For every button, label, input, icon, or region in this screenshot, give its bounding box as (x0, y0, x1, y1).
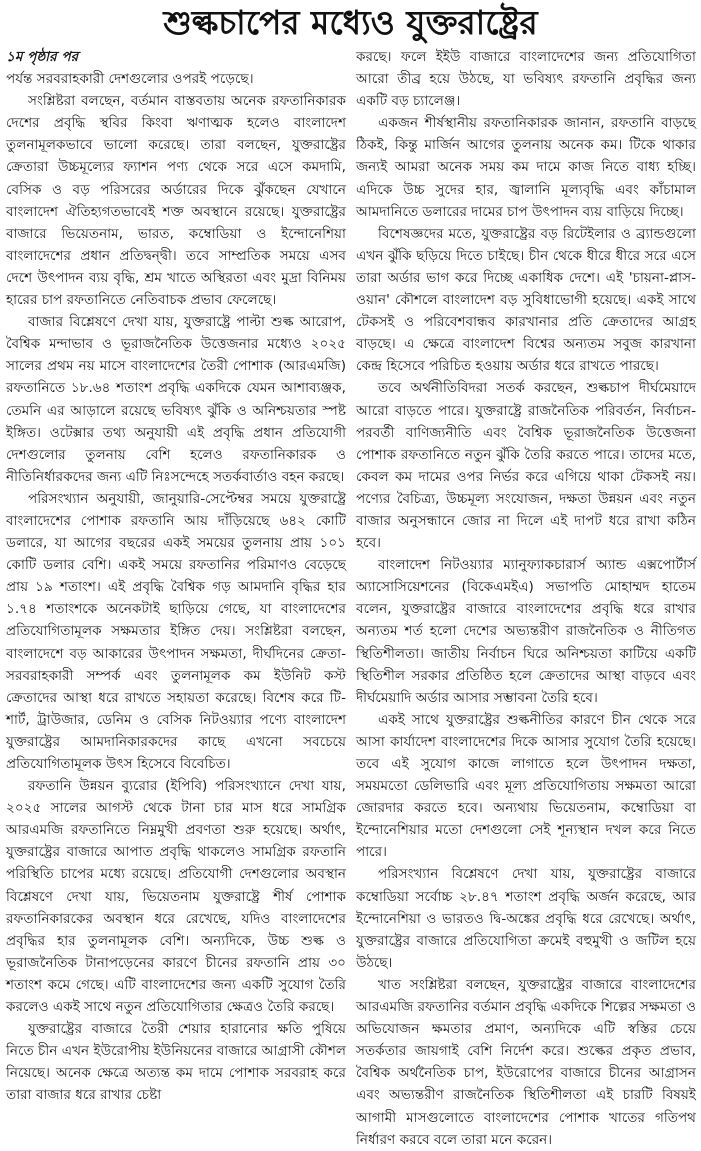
paragraph: একই সাথে যুক্তরাষ্ট্রের শুল্কনীতির কারণে চীন থেকে সরে আসা কার্যাদেশ বাংলাদেশের দিকে আসার সুযোগ তৈরি হয়েছে। তবে এই সুযোগ কাজে লাগাতে হলে উৎপাদন দক্ষতা, সময়মতো ডেলিভারি এবং মূল্য প্রতিযোগিতায় সক্ষমতা আরো জোরদার করতে হবে। অন্যথায় ভিয়েতনাম, কম্বোডিয়া বা ইন্দোনেশিয়ার মতো দেশগুলো সেই শূন্যস্থান দখল করে নিতে পারে। (356, 711, 696, 861)
paragraph: তবে অর্থনীতিবিদরা সতর্ক করছেন, শুল্কচাপ দীর্ঘমেয়াদে আরো বাড়তে পারে। যুক্তরাষ্ট্রে রাজনৈতিক পরিবর্তন, নির্বাচন-পরবর্তী বাণিজ্যনীতি এবং বৈশ্বিক ভূরাজনৈতিক উত্তেজনা পোশাক রফতানিতে নতুন ঝুঁকি তৈরি করতে পারে। তাদের মতে, কেবল কম দামের ওপর নির্ভর করে এগিয়ে থাকা টেকসই নয়। পণ্যের বৈচিত্র্য, উচ্চমূল্য সংযোজন, দক্ষতা উন্নয়ন এবং নতুন বাজার অনুসন্ধানে জোর না দিলে এই দাপট ধরে রাখা কঠিন হবে। (356, 380, 696, 552)
article-headline: শুল্কচাপের মধ্যেও যুক্তরাষ্ট্রের (163, 3, 538, 42)
paragraph: করছে। ফলে ইইউ বাজারে বাংলাদেশের জন্য প্রতিযোগিতা আরো তীব্র হয়ে উঠছে, যা ভবিষ্যৎ রফতানি প্রবৃদ্ধির জন্য একটি বড় চ্যালেঞ্জ। (356, 49, 696, 110)
paragraph: যুক্তরাষ্ট্রের বাজারে তৈরী শেয়ার হারানোর ক্ষতি পুষিয়ে নিতে চীন এখন ইউরোপীয় ইউনিয়নের বাজারে আগ্রাসী কৌশল নিয়েছে। অনেক ক্ষেত্রে অত্যন্ত কম দামে পোশাক সরবরাহ করে তারা বাজার ধরে রাখার চেষ্টা (6, 1021, 346, 1104)
paragraph: একজন শীর্ষস্থানীয় রফতানিকারক জানান, রফতানি বাড়ছে ঠিকই, কিন্তু মার্জিন আগের তুলনায় অনেক কম। টিকে থাকার জন্যই আমরা অনেক সময় কম দামে কাজ নিতে বাধ্য হচ্ছি। এদিকে উচ্চ সুদের হার, জ্বালানি মূল্যবৃদ্ধি এবং কাঁচামাল আমদানিতে ডলারের দামের চাপ উৎপাদন ব্যয় বাড়িয়ে দিচ্ছে। (356, 115, 696, 220)
paragraph: পরিসংখ্যান অনুযায়ী, জানুয়ারি-সেপ্টেম্বর সময়ে যুক্তরাষ্ট্রে বাংলাদেশের পোশাক রফতানি আয় দাঁড়িয়েছে ৬৪২ কোটি ডলারে, যা আগের বছরের একই সময়ের তুলনায় প্রায় ১০১ কোটি ডলার বেশি। একই সময়ে রফতানির পরিমাণও বেড়েছে প্রায় ১৯ শতাংশ। এই প্রবৃদ্ধি বৈশ্বিক গড় আমদানি বৃদ্ধির হার ১.৭৪ শতাংশকে অনেকটাই ছাড়িয়ে গেছে, যা বাংলাদেশের প্রতিযোগিতামূলক সক্ষমতার ইঙ্গিত দেয়। সংশ্লিষ্টরা বলছেন, বাংলাদেশে বড় আকারের উৎপাদন সক্ষমতা, দীর্ঘদিনের ক্রেতা-সরবরাহকারী সম্পর্ক এবং তুলনামূলক কম ইউনিট কস্ট ক্রেতাদের আস্থা ধরে রাখতে সহায়তা করেছে। বিশেষ করে টি-শার্ট, ট্রাউজার, ডেনিম ও বেসিক নিটওয়্যার পণ্যে বাংলাদেশ যুক্তরাষ্ট্রের আমদানিকারকদের কাছে এখনো সবচেয়ে প্রতিযোগিতামূলক উৎস হিসেবে বিবেচিত। (6, 490, 346, 772)
paragraph: পর্যন্ত সরবরাহকারী দেশগুলোর ওপরই পড়েছে। (6, 71, 254, 88)
paragraph: সংশ্লিষ্টরা বলছেন, বর্তমান বাস্তবতায় অনেক রফতানিকারক দেশের প্রবৃদ্ধি স্থবির কিংবা ঋণাত্মক হলেও বাংলাদেশ তুলনামূলকভাবে ভালো করেছে। তারা বলছেন, যুক্তরাষ্ট্রের ক্রেতারা উচ্চমূল্যের ফ্যাশন পণ্য থেকে সরে এসে কমদামি, বেসিক ও বড় পরিসরের অর্ডারের দিকে ঝুঁকছেন যেখানে বাংলাদেশ ঐতিহ্যগতভাবেই শক্ত অবস্থানে রয়েছে। যুক্তরাষ্ট্রের বাজারে ভিয়েতনাম, ভারত, কম্বোডিয়া ও ইন্দোনেশিয়া বাংলাদেশের প্রধান প্রতিদ্বন্দ্বী। তবে সাম্প্রতিক সময়ে এসব দেশে উৎপাদন ব্যয় বৃদ্ধি, শ্রম খাতে অস্থিরতা এবং মুদ্রা বিনিময় হারের চাপ রফতানিতে নেতিবাচক প্রভাব ফেলেছে। (6, 93, 346, 309)
paragraph: খাত সংশ্লিষ্টরা বলছেন, যুক্তরাষ্ট্রের বাজারে বাংলাদেশের আরএমজি রফতানির বর্তমান প্রবৃদ্ধি একদিকে শিল্পের সক্ষমতা ও অভিযোজন ক্ষমতার প্রমাণ, অন্যদিকে এটি স্বস্তির চেয়ে সতর্কতার জায়গাই বেশি নির্দেশ করে। শুল্কের প্রকৃত প্রভাব, বৈশ্বিক অর্থনৈতিক চাপ, ইউরোপের বাজারে চীনের আগ্রাসন এবং অভ্যন্তরীণ রাজনৈতিক স্থিতিশীলতা এই চারটি বিষয়ই আগামী মাসগুলোতে বাংলাদেশের পোশাক খাতের গতিপথ নির্ধারণ করবে বলে তারা মনে করেন। (356, 976, 696, 1148)
paragraph: রফতানি উন্নয়ন ব্যুরোর (ইপিবি) পরিসংখ্যানে দেখা যায়, ২০২৫ সালের আগস্ট থেকে টানা চার মাস ধরে সামগ্রিক আরএমজি রফতানিতে নিম্নমুখী প্রবণতা শুরু হয়েছে। অর্থাৎ, যুক্তরাষ্ট্রের বাজারে আপাত প্রবৃদ্ধি থাকলেও সামগ্রিক রফতানি পরিস্থিতি চাপের মধ্যে রয়েছে। প্রতিযোগী দেশগুলোর অবস্থান বিশ্লেষণে দেখা যায়, ভিয়েতনাম যুক্তরাষ্ট্রে শীর্ষ পোশাক রফতানিকারকের অবস্থান ধরে রেখেছে, যদিও বাংলাদেশের প্রবৃদ্ধির হার তুলনামূলক বেশি। অন্যদিকে, উচ্চ শুল্ক ও ভূরাজনৈতিক টানাপড়েনের কারণে চীনের রফতানি প্রায় ৩০ শতাংশ কমে গেছে। এটি বাংলাদেশের জন্য একটি সুযোগ তৈরি করলেও একই সাথে নতুন প্রতিযোগিতার ক্ষেত্রও তৈরি করছে। (6, 778, 346, 1016)
article-column-left (6, 46, 346, 1107)
article-column-right (356, 46, 696, 1151)
paragraph: পরিসংখ্যান বিশ্লেষণে দেখা যায়, যুক্তরাষ্ট্রের বাজারে কম্বোডিয়া সর্বোচ্চ ২৮.৪৭ শতাংশ প্রবৃদ্ধি অর্জন করেছে, আর ইন্দোনেশিয়া ও ভারতও দ্বি-অঙ্কের প্রবৃদ্ধি ধরে রেখেছে। অর্থাৎ, যুক্তরাষ্ট্রের বাজারে প্রতিযোগিতা ক্রমেই বহুমুখী ও জটিল হয়ে উঠছে। (356, 866, 696, 971)
paragraph: বাজার বিশ্লেষণে দেখা যায়, যুক্তরাষ্ট্রে পাল্টা শুল্ক আরোপ, বৈশ্বিক মন্দাভাব ও ভূরাজনৈতিক উত্তেজনার মধ্যেও ২০২৫ সালের প্রথম নয় মাসে বাংলাদেশের তৈরী পোশাক (আরএমজি) রফতানিতে ১৮.৬৪ শতাংশ প্রবৃদ্ধি একদিকে যেমন আশাব্যঞ্জক, তেমনি এর আড়ালে রয়েছে ভবিষ্যৎ ঝুঁকি ও অনিশ্চয়তার স্পষ্ট ইঙ্গিত। ওটেক্সার তথ্য অনুযায়ী এই প্রবৃদ্ধি প্রধান প্রতিযোগী দেশগুলোর তুলনায় বেশি হলেও রফতানিকারক ও নীতিনির্ধারকদের জন্য এটি নিঃসন্দেহে সতর্কবার্তাও বহন করছে। (6, 314, 346, 485)
paragraph: বিশেষজ্ঞদের মতে, যুক্তরাষ্ট্রের বড় রিটেইলার ও ব্র্যান্ডগুলো এখন ঝুঁকি ছড়িয়ে দিতে চাইছে। চীন থেকে ধীরে ধীরে সরে এসে তারা অর্ডার ভাগ করে দিচ্ছে একাধিক দেশে। এই 'চায়না-প্লাস-ওয়ান' কৌশলে বাংলাদেশ বড় সুবিধাভোগী হয়েছে। একই সাথে টেকসই ও পরিবেশবান্ধব কারখানার প্রতি ক্রেতাদের আগ্রহ বাড়ছে। এ ক্ষেত্রে বাংলাদেশ বিশ্বের অন্যতম সবুজ কারখানা কেন্দ্র হিসেবে পরিচিত হওয়ায় অর্ডার ধরে রাখতে পারছে। (356, 225, 696, 375)
continuation-kicker: ১ম পৃষ্ঠার পর (6, 49, 79, 65)
paragraph: বাংলাদেশ নিটওয়্যার ম্যানুফ্যাকচারার্স অ্যান্ড এক্সপোর্টার্স অ্যাসোসিয়েশনের (বিকেএমইএ) সভাপতি মোহাম্মদ হাতেম বলেন, যুক্তরাষ্ট্রের বাজারে বাংলাদেশের প্রবৃদ্ধি ধরে রাখার অন্যতম শর্ত হলো দেশের অভ্যন্তরীণ রাজনৈতিক ও নীতিগত স্থিতিশীলতা। জাতীয় নির্বাচন ঘিরে অনিশ্চয়তা কাটিয়ে একটি স্থিতিশীল সরকার প্রতিষ্ঠিত হলে ক্রেতাদের আস্থা বাড়বে এবং দীর্ঘমেয়াদি অর্ডার আসার সম্ভাবনা তৈরি হবে। (356, 557, 696, 706)
